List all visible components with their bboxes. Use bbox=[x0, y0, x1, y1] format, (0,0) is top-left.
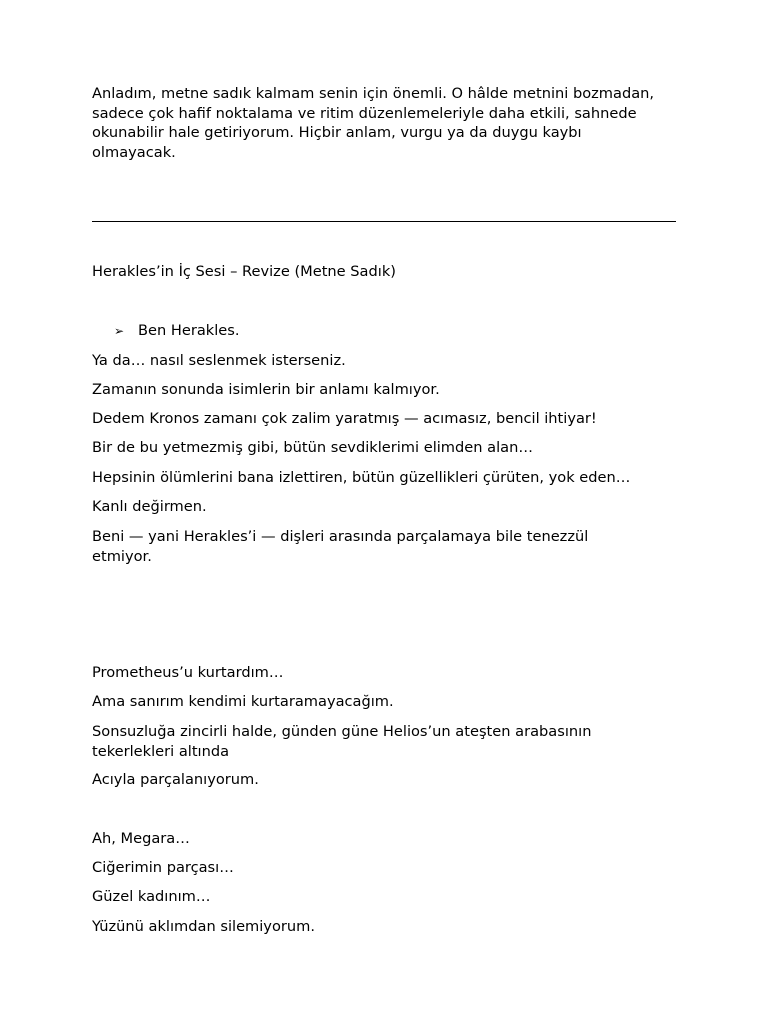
stanza3-line: Ah, Megara… bbox=[92, 830, 190, 847]
stanza1-line: Hepsinin ölümlerini bana izlettiren, bütün güzellikleri çürüten, yok eden… bbox=[92, 469, 631, 486]
stanza1-line: Beni — yani Herakles’i — dişleri arasında parçalamaya bile tenezzül etmiyor. bbox=[92, 528, 589, 565]
stanza2-line: Acıyla parçalanıyorum. bbox=[92, 771, 259, 788]
stanza3-line: Güzel kadınım… bbox=[92, 888, 211, 905]
stanza3-line: Ciğerimin parçası… bbox=[92, 859, 234, 876]
stanza1-line: Ya da… nasıl seslenmek isterseniz. bbox=[92, 352, 346, 369]
stanza1-line: Zamanın sonunda isimlerin bir anlamı kalmıyor. bbox=[92, 381, 440, 398]
stanza2-line: Sonsuzluğa zincirli halde, günden güne Helios’un ateşten arabasının tekerlekleri altında bbox=[92, 723, 592, 760]
stanza3-line: Yüzünü aklımdan silemiyorum. bbox=[92, 918, 315, 935]
arrow-bullet-icon: ➢ bbox=[114, 324, 125, 338]
stanza1-line: Bir de bu yetmezmiş gibi, bütün sevdiklerimi elimden alan… bbox=[92, 439, 533, 456]
stanza1-line: Kanlı değirmen. bbox=[92, 498, 207, 515]
stanza2-line: Prometheus’u kurtardım… bbox=[92, 664, 284, 681]
stanza1-line: Dedem Kronos zamanı çok zalim yaratmış — acımasız, bencil ihtiyar! bbox=[92, 410, 597, 427]
stanza2-line: Ama sanırım kendimi kurtaramayacağım. bbox=[92, 693, 394, 710]
bullet-item bbox=[114, 321, 240, 342]
intro-paragraph: Anladım, metne sadık kalmam senin için önemli. O hâlde metnini bozmadan, sadece çok hafif noktalama ve ritim düzenlemeleriyle daha etkili, sahnede okunabilir hale getiriyorum. Hiçbir anlam, vurgu ya da duygu kaybı olmayacak. bbox=[92, 85, 655, 161]
bullet-text: Ben Herakles. bbox=[138, 322, 240, 339]
section-heading: Herakles’in İç Sesi – Revize (Metne Sadık) bbox=[92, 263, 396, 280]
horizontal-rule bbox=[92, 221, 676, 222]
